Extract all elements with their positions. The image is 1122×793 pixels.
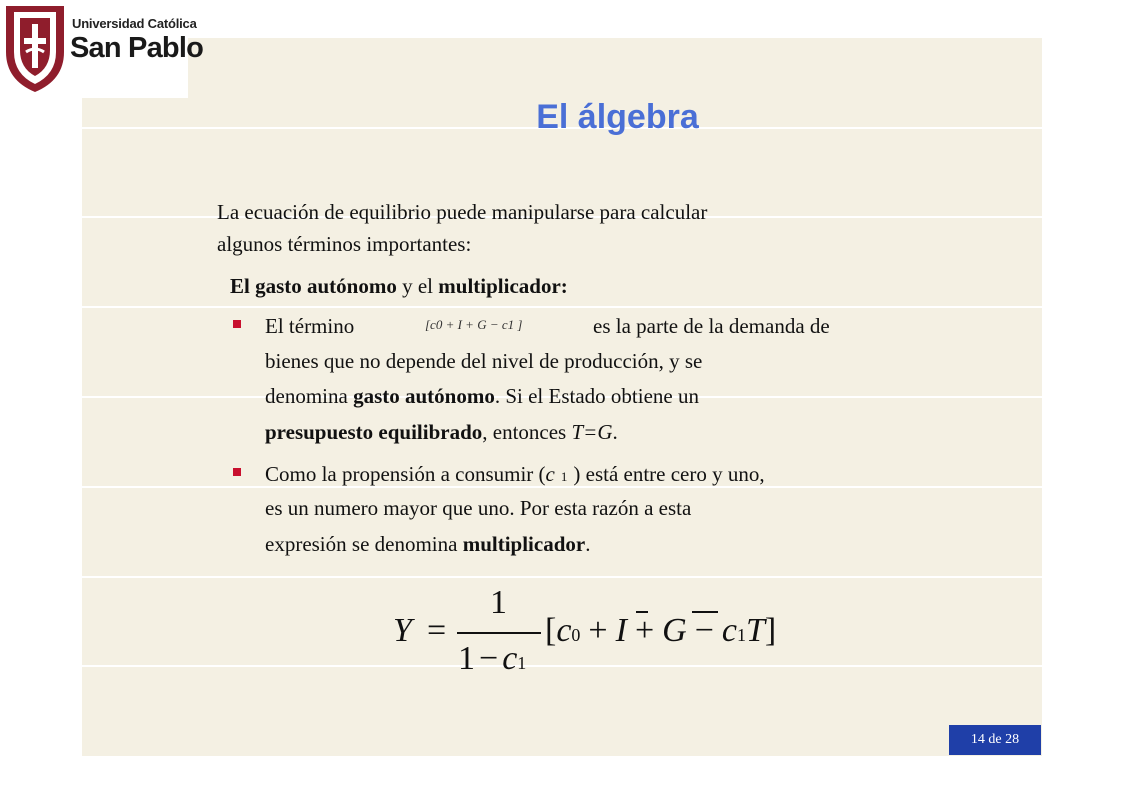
bullet-marker — [233, 468, 241, 476]
eq-I-overbar — [636, 611, 648, 613]
bullet2-line1-a: Como la propensión a consumir ( — [265, 462, 546, 486]
eq-bracket-expression — [545, 612, 776, 650]
subheading — [230, 270, 568, 303]
eq-c1: c — [721, 612, 737, 649]
eq-close-bracket: ] — [764, 612, 777, 649]
bullet1-line3-c: . Si el Estado obtiene un — [494, 384, 699, 408]
eq-fraction-bar — [457, 632, 541, 634]
eq-c0: c — [556, 612, 572, 649]
eq-equals: = — [427, 612, 447, 649]
eq-numerator: 1 — [490, 584, 507, 621]
eq-c0-sub: 0 — [571, 625, 581, 645]
band-divider — [82, 306, 1042, 308]
eq-open-bracket: [ — [545, 612, 557, 649]
inline-formula-autonomous: [c0 + I + G − c1 ] — [425, 317, 523, 332]
eq-den-sub: 1 — [517, 653, 527, 673]
subheading-gasto: El gasto autónomo — [230, 274, 397, 298]
bullet1-lead: El término — [265, 314, 355, 338]
subheading-multiplicador: multiplicador: — [438, 274, 568, 298]
eq-den-minus: − — [479, 640, 499, 677]
bullet1-line4 — [265, 416, 618, 449]
bullet2-line3-a: expresión se denomina — [265, 532, 463, 556]
bullet-marker — [233, 320, 241, 328]
band-divider — [82, 665, 1042, 667]
eq-G-overbar — [692, 611, 718, 613]
eq-den-c: c — [502, 640, 518, 677]
eq-I: I — [615, 612, 627, 649]
bullet2-multiplicador: multiplicador — [462, 532, 586, 556]
bullet1-line4-b: , entonces — [482, 420, 572, 444]
bullet1-line4-d: . — [612, 420, 618, 444]
logo-campus-name: San Pablo — [70, 32, 203, 64]
bullet1-gasto-autonomo: gasto autónomo — [353, 384, 495, 408]
bullet2-line2: es un numero mayor que uno. Por esta razón a esta — [265, 496, 692, 520]
bullet1-line2: bienes que no depende del nivel de producción, y se — [265, 349, 703, 373]
slide-title: El álgebra — [536, 98, 699, 136]
bullet1-tail: es la parte de la demanda de — [593, 314, 830, 338]
eq-denominator — [458, 640, 526, 678]
eq-G: G — [662, 612, 687, 649]
bullet2-line3-c: . — [585, 532, 591, 556]
bullet2-line1-d: ) está entre cero y uno, — [573, 462, 765, 486]
band-divider — [82, 576, 1042, 578]
bullet1-presupuesto: presupuesto equilibrado — [265, 420, 483, 444]
bullet1-tg: T=G — [571, 420, 613, 444]
eq-c1-sub: 1 — [736, 625, 746, 645]
bullet2-c-sub: 1 — [560, 469, 568, 484]
logo-university-name: Universidad Católica — [72, 16, 197, 31]
bullet2-c: c — [545, 462, 555, 486]
eq-T: T — [745, 612, 765, 649]
bullet2-line3 — [265, 528, 590, 561]
bullet2-line1 — [265, 458, 765, 493]
university-logo — [0, 0, 203, 98]
subheading-connector: y el — [396, 274, 439, 298]
intro-line-2: algunos términos importantes: — [217, 232, 472, 256]
bullet1-line3 — [265, 380, 699, 413]
page-number-badge: 14 de 28 — [949, 725, 1041, 755]
bullet1-line3-a: denomina — [265, 384, 354, 408]
intro-line-1: La ecuación de equilibrio puede manipularse para calcular — [217, 200, 708, 224]
eq-minus: − — [694, 612, 714, 649]
eq-den-one: 1 — [458, 640, 475, 677]
eq-plus-1: + — [588, 612, 608, 649]
crest-icon — [2, 2, 68, 94]
eq-lhs: Y — [393, 612, 412, 649]
eq-plus-2: + — [634, 612, 655, 649]
